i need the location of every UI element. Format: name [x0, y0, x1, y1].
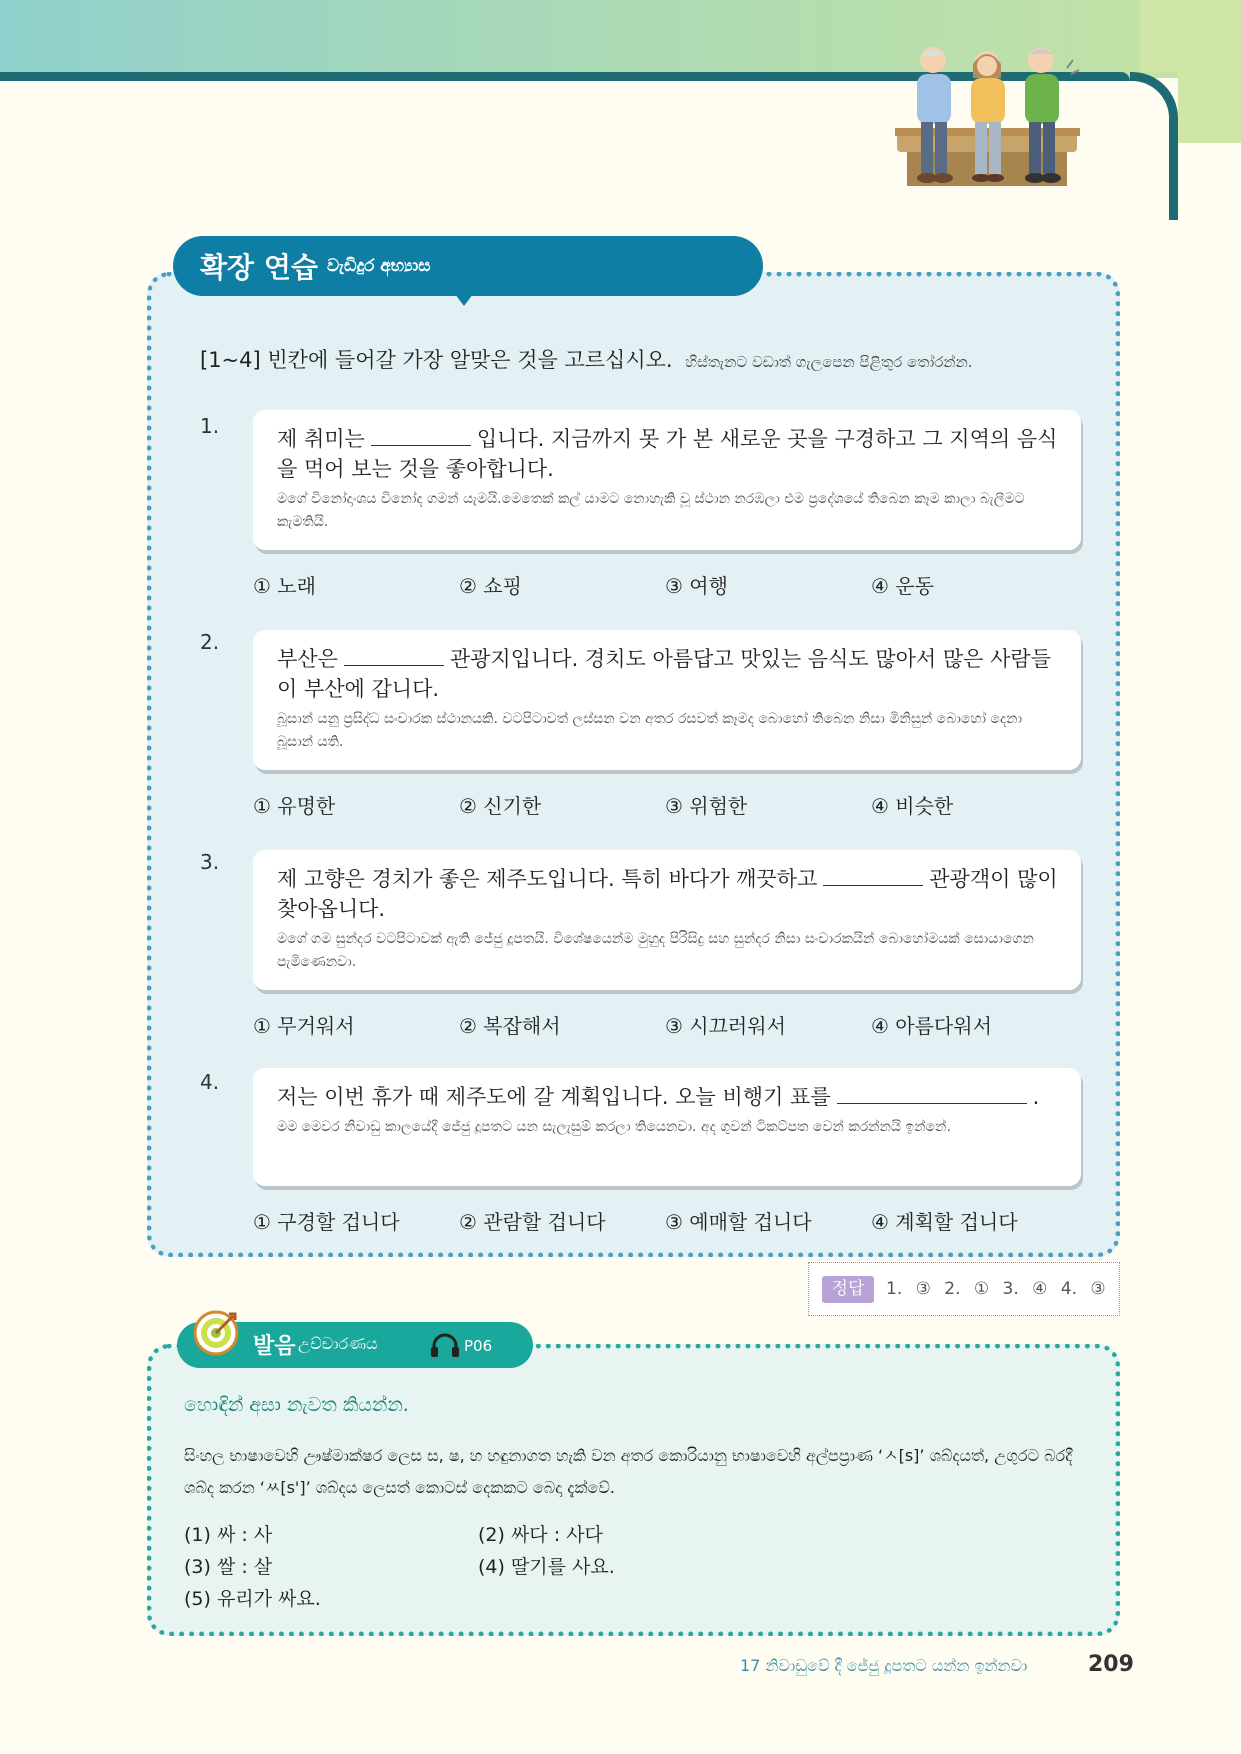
option[interactable]: ① 구경할 겁니다 [253, 1210, 400, 1234]
question-3-korean: 제 고향은 경치가 좋은 제주도입니다. 특히 바다가 깨끗하고 관광객이 많이 찾아옵니다. [277, 867, 1058, 921]
question-4-options [253, 1206, 1093, 1235]
page-number: 209 [1088, 1652, 1134, 1677]
practice-title-korean: 확장 연습 [200, 251, 318, 284]
question-1-korean: 제 취미는 입니다. 지금까지 못 가 본 새로운 곳을 구경하고 그 지역의 음식을 먹어 보는 것을 좋아합니다. [277, 427, 1058, 481]
question-2-options [253, 790, 1093, 819]
option[interactable]: ④ 운동 [871, 574, 934, 598]
question-3-card [253, 850, 1081, 990]
header-rule-corner [1130, 72, 1178, 220]
pronunciation-item-4: (4) 딸기를 사요. [478, 1556, 615, 1578]
option[interactable]: ③ 여행 [665, 574, 728, 598]
question-2-number: 2. [200, 630, 220, 654]
option[interactable]: ③ 시끄러워서 [665, 1014, 786, 1038]
question-4-card [253, 1068, 1081, 1186]
audio-track-label: P06 [464, 1337, 493, 1355]
question-3-number: 3. [200, 850, 220, 874]
pronunciation-description: සිංහල භාෂාවෙහි ඌෂ්මාක්ෂර ලෙස ස, ෂ, හ හඳුනාගත හැකි වන අතර කොරියානු භාෂාවෙහි අල්පප්‍රාණ ‘ㅅ[s]’ ශබ්දයත්, උගුරට බරදී ශබ්ද කරන ‘ㅆ[s']’ ශබ්දය ලෙසත් කොටස් දෙකකට බෙදා දැක්වේ. [184, 1446, 1073, 1497]
question-2-sinhala: බූසාන් යනු ප්‍රසිද්ධ සංචාරක ස්ථානයකි. වටපිටාවත් ලස්සන වන අතර රසවත් කෑමද බොහෝ තිබෙන නිසා මිනිසුන් බොහෝ දෙනා බූසාන් යති. [277, 711, 1023, 750]
answer-text: 1. ③ 2. ① 3. ④ 4. ③ [886, 1279, 1106, 1299]
question-1-card [253, 410, 1081, 550]
practice-title-sinhala: වැඩිදුර අභ්‍යාස [327, 256, 431, 276]
option[interactable]: ③ 위험한 [665, 794, 748, 818]
option[interactable]: ④ 비슷한 [871, 794, 954, 818]
target-icon [193, 1310, 239, 1356]
pronunciation-item-1: (1) 싸 : 사 [184, 1524, 273, 1546]
option[interactable]: ① 유명한 [253, 794, 336, 818]
pronunciation-item-3: (3) 쌀 : 살 [184, 1556, 273, 1578]
blank [344, 647, 444, 666]
headphone-icon[interactable] [430, 1332, 460, 1358]
question-3-options [253, 1010, 1093, 1039]
people-on-bench-illustration [895, 38, 1090, 198]
pronunciation-title-sinhala: උච්චාරණය [298, 1334, 378, 1353]
option[interactable]: ② 쇼핑 [459, 574, 522, 598]
option[interactable]: ① 무거워서 [253, 1014, 355, 1038]
question-1-sinhala: මගේ විනෝදාංශය විනෝද ගමන් යැමයි.මෙතෙක් කල් යාමට නොහැකි වූ ස්ථාන නරඹලා එම ප්‍රදේශයේ තිබෙන කෑම කාලා බැලීමට කැමතියි. [277, 491, 1025, 530]
header-band-right-lower [1178, 0, 1241, 143]
instruction [200, 344, 973, 374]
blank [823, 867, 923, 886]
blank [371, 427, 471, 446]
question-1-options [253, 570, 1093, 599]
option[interactable]: ④ 계획할 겁니다 [871, 1210, 1018, 1234]
pronunciation-item-5: (5) 유리가 싸요. [184, 1588, 321, 1610]
question-1-number: 1. [200, 414, 220, 438]
option[interactable]: ③ 예매할 겁니다 [665, 1210, 812, 1234]
option[interactable]: ② 복잡해서 [459, 1014, 561, 1038]
chapter-footer: 17 නිවාඩුවේ දී ජේජු දූපතට යන්න ඉන්නවා [740, 1656, 1028, 1675]
question-2-korean: 부산은 관광지입니다. 경치도 아름답고 맛있는 음식도 많아서 많은 사람들이 부산에 갑니다. [277, 647, 1051, 701]
instruction-sinhala: හිස්තැනට වඩාත් ගැලපෙන පිළිතුර තෝරන්න. [685, 353, 973, 371]
question-3-sinhala: මගේ ගම සුන්දර වටපිටාවක් ඇති ජේජු දූපතයි. විශේෂයෙන්ම මුහුද පිරිසිදු සහ සුන්දර නිසා සංචාරකයින් බොහෝමයක් සොයාගෙන පැමිණෙනවා. [277, 931, 1034, 970]
option[interactable]: ② 신기한 [459, 794, 542, 818]
question-4-korean: 저는 이번 휴가 때 제주도에 갈 계획입니다. 오늘 비행기 표를 . [277, 1085, 1040, 1109]
option[interactable]: ④ 아름다워서 [871, 1014, 992, 1038]
option[interactable]: ① 노래 [253, 574, 316, 598]
question-4-number: 4. [200, 1070, 220, 1094]
question-4-sinhala: මම මෙවර නිවාඩු කාලයේදී ජේජු දූපතට යන සැලැසුම් කරලා තියෙනවා. අද ගුවන් ටිකට්පත වෙන් කරන්නයි ඉන්නේ. [277, 1119, 951, 1135]
pronunciation-heading: හොඳින් අසා නැවත කියන්න. [184, 1394, 409, 1416]
option[interactable]: ② 관람할 겁니다 [459, 1210, 606, 1234]
answer-badge: 정답 [822, 1276, 874, 1303]
instruction-korean: [1~4] 빈칸에 들어갈 가장 알맞은 것을 고르십시오. [200, 348, 673, 372]
pronunciation-item-2: (2) 싸다 : 사다 [478, 1524, 603, 1546]
question-2-card [253, 630, 1081, 770]
practice-tab-pointer [452, 290, 476, 306]
blank [837, 1085, 1027, 1104]
pronunciation-title-korean: 발음 [253, 1334, 296, 1359]
